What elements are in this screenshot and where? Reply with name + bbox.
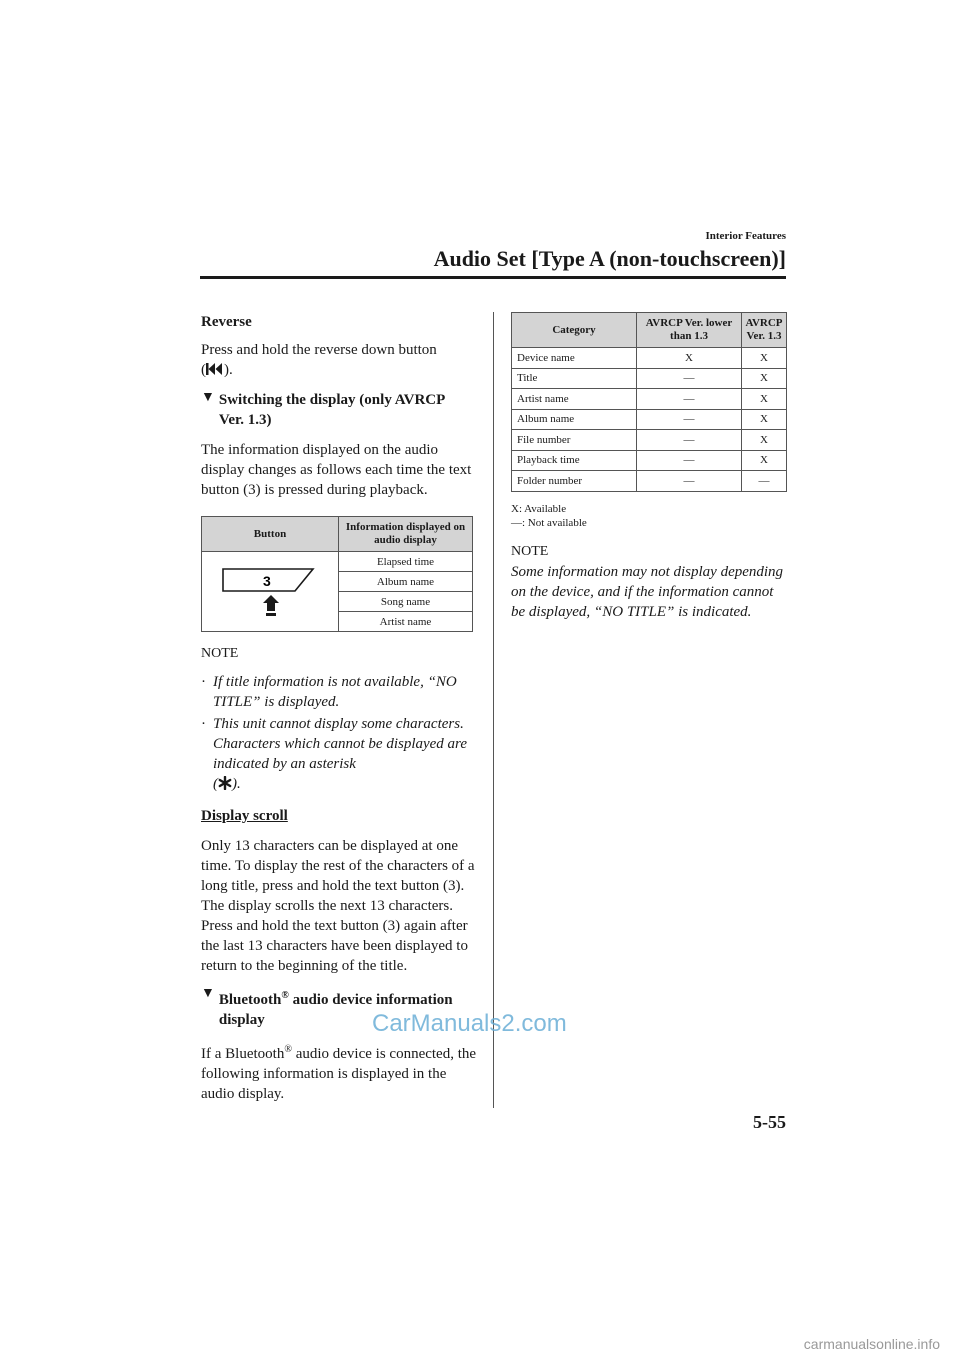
scroll-heading: Display scroll [201,808,288,824]
button-number-label: 3 [263,572,271,589]
note-item: · This unit cannot display some characters. Characters which cannot be displayed are indicated by an asterisk ( ). [201,716,467,792]
avrcp-lower-header: AVRCP Ver. lower than 1.3 [637,313,742,348]
note-text: Some information may not display depending on the device, and if the information cannot be displayed, “NO TITLE” is indicated. [511,563,784,620]
note-item: · If title information is not available, “NO TITLE” is displayed. [201,674,457,710]
triangle-down-icon: ▼ [201,986,215,1001]
table-row: Title — X [512,368,787,389]
table-row: Playback time — X [512,450,787,471]
triangle-down-icon: ▼ [201,390,215,405]
table-row: Artist name — X [512,389,787,410]
button-col-header: Button [202,517,339,552]
scroll-text: Only 13 characters can be displayed at one time. To display the rest of the characters of a long title, press and hold the text button (3). The display scrolls the next 13 characters. Press and hold the text button (3) again after the last 13 characters have been displayed to return to the beginning of the title. [201,838,475,974]
note-title: NOTE [511,543,549,559]
avrcp-13-header: AVRCP Ver. 1.3 [742,313,787,348]
reverse-heading: Reverse [201,314,252,330]
watermark-logo: CarManuals2.com [372,1010,567,1037]
column-divider [493,312,494,1108]
asterisk-icon [218,776,232,790]
right-column [511,312,789,622]
info-row: Elapsed time [339,552,473,572]
watermark-footer: carmanualsonline.info [803,1336,940,1352]
bluetooth-text: If a Bluetooth® audio device is connected, the following information is displayed in the audio display. [201,1044,477,1102]
switch-heading: ▼ Switching the display (only AVRCP Ver. 1.3) [201,390,446,428]
info-row: Artist name [339,612,473,632]
page-number: 5-55 [753,1112,786,1132]
table-row: Folder number — — [512,471,787,492]
table-row: File number — X [512,430,787,451]
button-table [201,516,473,632]
left-column [201,312,481,1104]
legend-available: X: Available [511,502,567,515]
skip-back-icon [206,362,224,376]
category-header: Category [512,313,637,348]
info-col-header: Information displayed on audio display [339,517,473,552]
avrcp-table [511,312,787,492]
info-row: Song name [339,592,473,612]
text-button-icon [215,557,325,627]
note-title: NOTE [201,646,239,661]
header-title: Audio Set [Type A (non-touchscreen)] [433,246,786,271]
bluetooth-heading: ▼ Bluetooth® audio device information display [201,986,453,1028]
legend-not-available: —: Not available [511,516,587,529]
reverse-text: Press and hold the reverse down button ( ). [201,342,437,378]
header-section: Interior Features [705,230,786,242]
text-button-illustration [202,552,339,632]
info-row: Album name [339,572,473,592]
header-rule [200,276,786,279]
table-row: Device name X X [512,348,787,369]
switch-text: The information displayed on the audio display changes as follows each time the text button (3) is pressed during playback. [201,442,472,498]
table-row: Album name — X [512,409,787,430]
